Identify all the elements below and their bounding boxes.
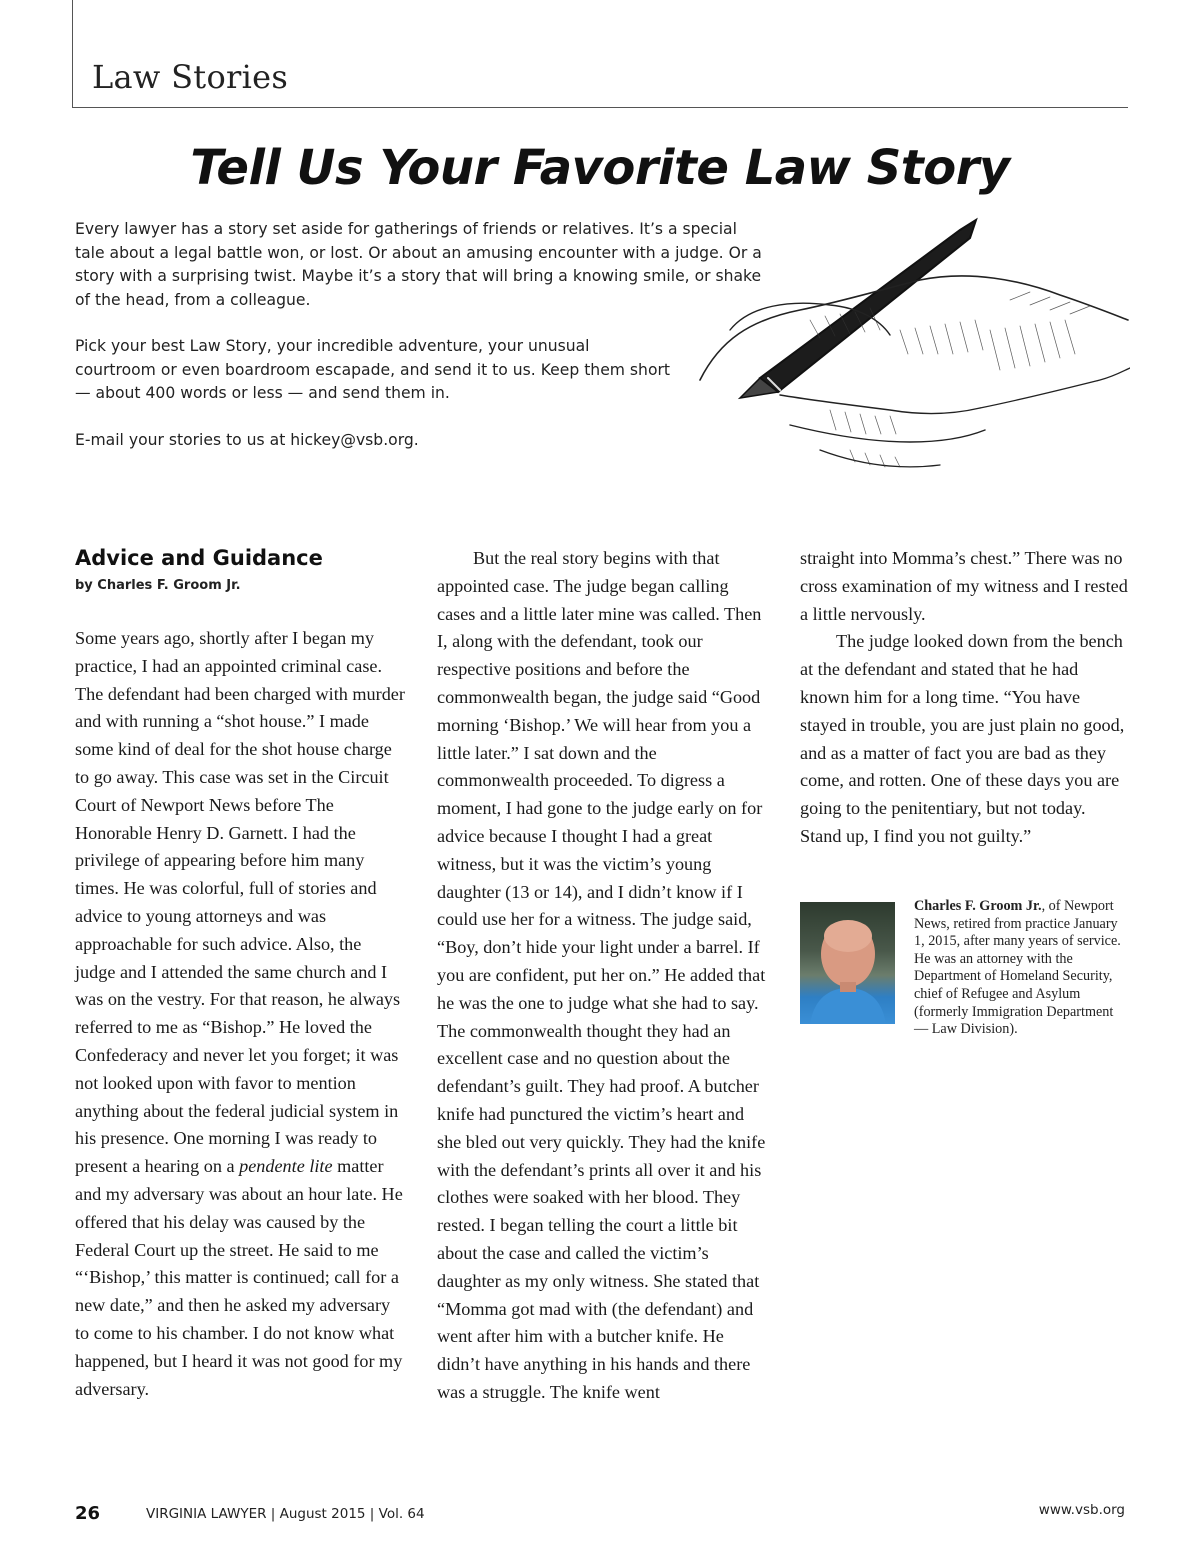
feature-title: Tell Us Your Favorite Law Story <box>190 140 1010 196</box>
author-photo <box>800 902 895 1024</box>
story-column-2 <box>437 545 767 1407</box>
author-bio-text <box>914 898 1130 1039</box>
hand-finger-3 <box>820 450 940 467</box>
magazine-info: VIRGINIA LAWYER | August 2015 | Vol. 64 <box>146 1506 425 1522</box>
story-paragraph <box>75 625 405 1403</box>
author-name: Charles F. Groom Jr. <box>914 898 1042 914</box>
author-bio <box>800 898 1130 1068</box>
section-rule-horizontal <box>72 107 1128 108</box>
intro-paragraph-2: Pick your best Law Story, your incredible adventure, your unusual courtroom or even boardroom escapade, and send it to us. Keep them short — about 400 words or less — and send them in. <box>75 337 671 402</box>
story-byline: by Charles F. Groom Jr. <box>75 578 241 593</box>
story-title: Advice and Guidance <box>75 546 323 570</box>
story-paragraph: The judge looked down from the bench at the defendant and stated that he had known him for a long time. “You have stayed in trouble, you are just plain no good, and as a matter of fact you are bad as they come, and rotten. One of these days you are going to the penitentiary, but not today. Stand up, I find you not guilty.” <box>800 631 1125 846</box>
story-text-segment: matter and my adversary was about an hour late. He offered that his delay was caused by the Federal Court up the street. He said to me “‘Bishop,’ this matter is continued; call for a new date,” and then he asked my adversary to come to his chamber. I do not know what happened, but I heard it was not good for my adversary. <box>75 1156 403 1399</box>
page-number: 26 <box>75 1503 101 1524</box>
author-bio-body: , of Newport News, retired from practice January 1, 2015, after many years of service. He was an attorney with the Department of Homeland Security, chief of Refugee and Asylum (formerly Immigration Department — Law Division). <box>914 898 1121 1038</box>
section-label: Law Stories <box>92 58 289 96</box>
hand-finger-1 <box>780 395 980 414</box>
story-column-1 <box>75 545 405 1403</box>
story-paragraph: But the real story begins with that appointed case. The judge began calling cases and a little later mine was called. Then I, along with the defendant, took our respective positions and before the commonwealth began, the judge said “Good morning ‘Bishop.’ We will hear from you a little later.” I sat down and the commonwealth proceeded. To digress a moment, I had gone to the judge early on for advice because I thought I had a great witness, but it was the victim’s young daughter (13 or 14), and I didn’t know if I could use her for a witness. The judge said, “Boy, don’t hide your light under a barrel. If you are confident, put her on.” He added that he was the one to judge what she had to say. The commonwealth thought they had an excellent case and no question about the defendant’s guilt. They had proof. A butcher knife had punctured the victim’s heart and she bled out very quickly. They had the knife with the defendant’s prints all over it and his clothes were soaked with her blood. They rested. I began telling the court a little bit about the case and called the victim’s daughter as my only witness. She stated that “Momma got mad with (the defendant) and went after him with a butcher knife. He didn’t have anything in his hands and there was a struggle. The knife went <box>437 548 766 1402</box>
hand-wrist <box>980 368 1130 408</box>
story-italic-term: pendente lite <box>239 1156 333 1177</box>
author-portrait-icon <box>800 902 895 1024</box>
intro-paragraph-1: Every lawyer has a story set aside for gatherings of friends or relatives. It’s a special tale about a legal battle won, or lost. Or about an amusing encounter with a judge. Or a story with a surprising twist. Maybe it’s a story that will bring a knowing smile, or shake of the head, from a colleague. <box>75 220 762 309</box>
hand-outline <box>700 276 1128 380</box>
hand-finger-2 <box>790 425 985 442</box>
story-column-3 <box>800 545 1130 851</box>
intro-email-line: E-mail your stories to us at hickey@vsb.org. <box>75 430 419 449</box>
story-paragraph: straight into Momma’s chest.” There was no cross examination of my witness and I rested a little nervously. <box>800 548 1128 624</box>
story-text-segment: Some years ago, shortly after I began my practice, I had an appointed criminal case. The defendant had been charged with murder and with running a “shot house.” I made some kind of deal for the shot house charge to go away. This case was set in the Circuit Court of Newport News before The Honorable Henry D. Garnett. I had the privilege of appearing before him many times. He was colorful, full of stories and advice to young attorneys and was approachable for such advice. Also, the judge and I attended the same church and I was on the vestry. For that reason, he always referred to me as “Bishop.” He loved the Confederacy and never let you forget; it was not looked upon with favor to mention anything about the federal judicial system in his presence. One morning I was ready to present a hearing on a <box>75 628 405 1177</box>
pen-body <box>760 220 976 392</box>
footer-url: www.vsb.org <box>1038 1502 1125 1518</box>
section-rule-vertical <box>72 0 73 108</box>
pen-hand-illustration <box>630 210 1130 480</box>
